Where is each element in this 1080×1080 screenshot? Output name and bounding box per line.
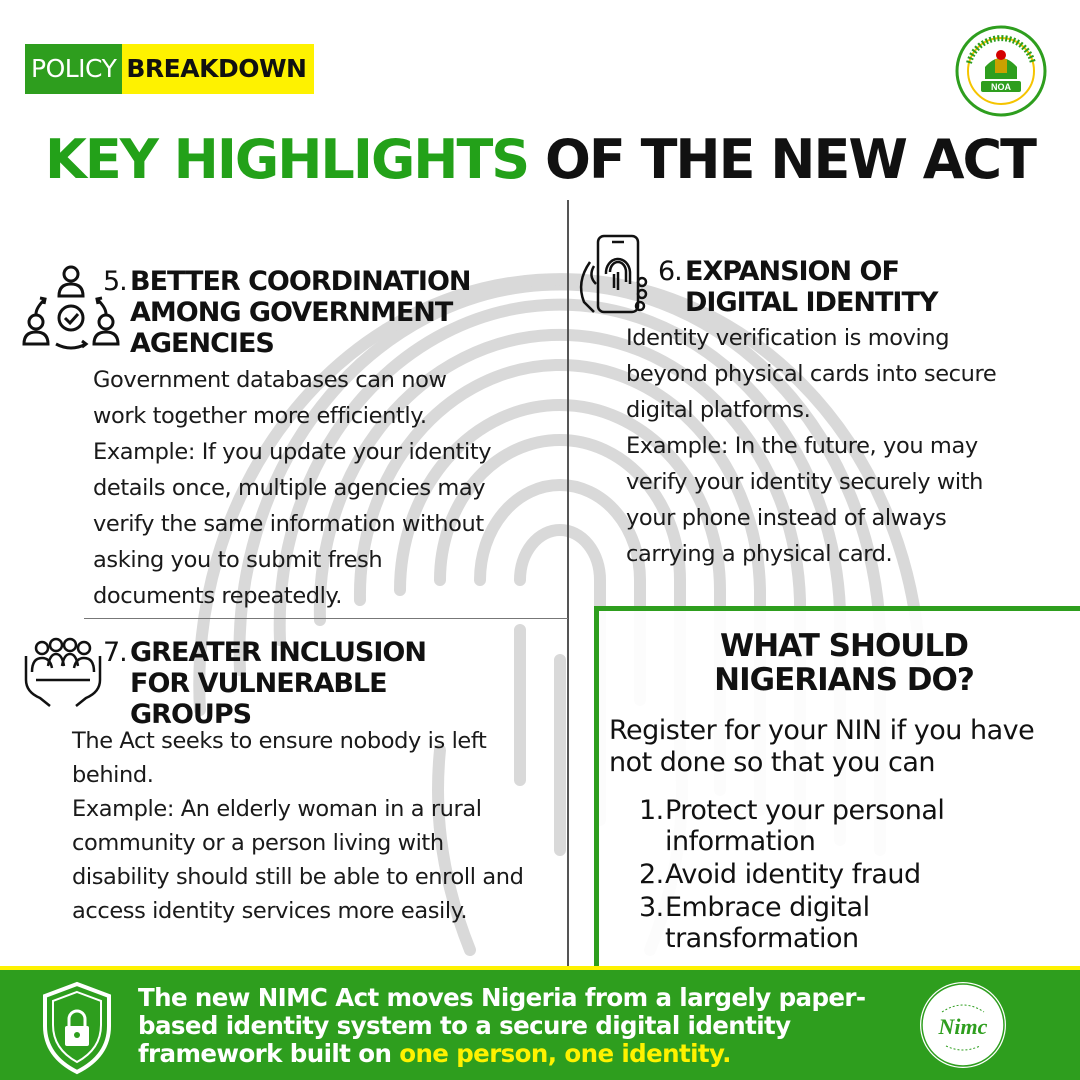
horizontal-divider: [84, 618, 568, 619]
section-5-heading: [103, 266, 550, 359]
body-line: verify your identity securely with: [626, 469, 984, 495]
list-item-number: 3.: [639, 892, 664, 923]
section-6-body: [626, 320, 1066, 572]
list-item-text: Protect your personal: [665, 795, 945, 826]
footer-line: [138, 1040, 898, 1068]
body-line: work together more efficiently.: [93, 403, 427, 429]
section-7-heading-line: FOR VULNERABLE: [130, 668, 387, 699]
section-7-heading: [103, 637, 550, 730]
what-to-do-title-line: WHAT SHOULD: [720, 628, 968, 664]
list-item-text: transformation: [665, 923, 859, 954]
footer-line-part: framework built on: [138, 1039, 400, 1068]
what-to-do-intro: [609, 715, 1079, 779]
nimc-logo-icon: [920, 982, 1006, 1068]
body-line: The Act seeks to ensure nobody is left: [72, 728, 487, 754]
inclusion-hands-icon: [22, 636, 104, 710]
section-6-heading: [658, 256, 1065, 318]
body-line: carrying a physical card.: [626, 541, 893, 567]
body-line: Example: An elderly woman in a rural: [72, 796, 482, 822]
title-green-part: KEY HIGHLIGHTS: [45, 128, 529, 191]
what-to-do-title-line: NIGERIANS DO?: [714, 662, 974, 698]
body-line: Government databases can now: [93, 367, 447, 393]
footer-banner: [0, 966, 1080, 1080]
svg-text:Nimc: Nimc: [938, 1014, 988, 1039]
section-5-heading-line: BETTER COORDINATION: [130, 266, 471, 297]
body-line: beyond physical cards into secure: [626, 361, 997, 387]
body-line: behind.: [72, 762, 154, 788]
section-6-heading-line: EXPANSION OF: [685, 256, 899, 287]
body-line: asking you to submit fresh: [93, 547, 383, 573]
badge-policy-label: POLICY: [25, 44, 122, 94]
list-item: [639, 892, 1079, 954]
phone-fingerprint-icon: [570, 232, 655, 322]
noa-logo-icon: [955, 25, 1047, 117]
footer-message: [138, 984, 898, 1068]
list-item-text: Avoid identity fraud: [665, 859, 921, 890]
section-5-heading-line: AGENCIES: [130, 328, 274, 359]
body-line: community or a person living with: [72, 830, 444, 856]
svg-text:NOA: NOA: [991, 82, 1011, 92]
policy-breakdown-badge: [25, 44, 314, 94]
section-7-body: [72, 724, 562, 928]
page-title: [0, 128, 1080, 191]
section-7-heading-line: GREATER INCLUSION: [130, 637, 426, 668]
list-item-text: information: [665, 826, 816, 857]
footer-highlight: one person, one identity.: [399, 1039, 731, 1068]
badge-breakdown-label: BREAKDOWN: [122, 44, 314, 94]
section-7-number: 7.: [103, 637, 127, 668]
body-line: Identity verification is moving: [626, 325, 950, 351]
vertical-divider: [567, 200, 569, 970]
list-item-number: 2.: [639, 859, 664, 890]
section-5-heading-line: AMONG GOVERNMENT: [130, 297, 453, 328]
section-5-body: [93, 362, 553, 614]
body-line: documents repeatedly.: [93, 583, 342, 609]
list-item: [639, 795, 1079, 857]
section-5-number: 5.: [103, 266, 127, 297]
intro-line: Register for your NIN if you have: [609, 715, 1035, 746]
body-line: Example: In the future, you may: [626, 433, 978, 459]
list-item: [639, 859, 1079, 890]
body-line: details once, multiple agencies may: [93, 475, 486, 501]
list-item-text: Embrace digital: [665, 892, 870, 923]
what-to-do-title: [599, 629, 1080, 697]
body-line: verify the same information without: [93, 511, 484, 537]
section-7-heading-line: GROUPS: [130, 699, 252, 730]
section-6-number: 6.: [658, 256, 682, 287]
lock-shield-icon: [38, 980, 116, 1076]
section-6-heading-line: DIGITAL IDENTITY: [685, 287, 938, 318]
footer-line: The new NIMC Act moves Nigeria from a largely paper-: [138, 983, 866, 1012]
body-line: disability should still be able to enroll and: [72, 864, 524, 890]
body-line: digital platforms.: [626, 397, 811, 423]
what-to-do-box: [594, 606, 1080, 976]
list-item-number: 1.: [639, 795, 664, 826]
body-line: Example: If you update your identity: [93, 439, 492, 465]
footer-line: based identity system to a secure digital identity: [138, 1011, 791, 1040]
body-line: access identity services more easily.: [72, 898, 468, 924]
title-dark-part: OF THE NEW ACT: [528, 128, 1035, 191]
what-to-do-list: [639, 795, 1079, 956]
body-line: your phone instead of always: [626, 505, 947, 531]
intro-line: not done so that you can: [609, 747, 936, 778]
